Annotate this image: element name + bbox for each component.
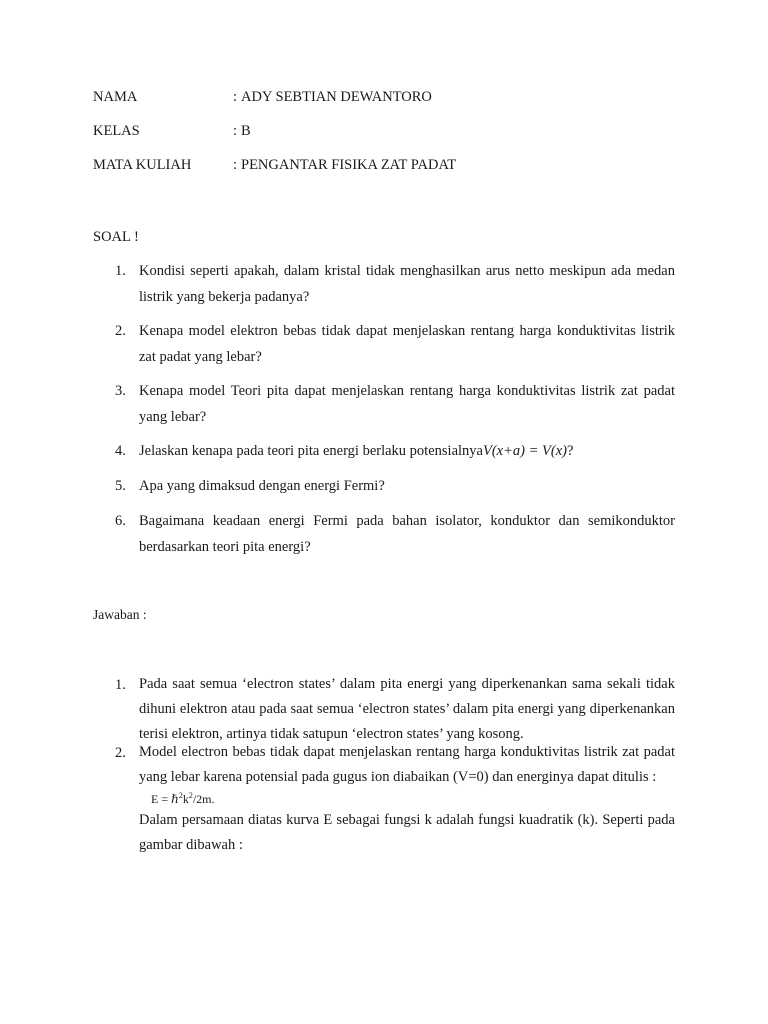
- jawaban-item-1-text: Pada saat semua ‘electron states’ dalam pita energi yang diperkenankan sama sekali tidak dihuni elektron atau pada saat semua ‘electron states’ dalam pita energi yang diperkenankan terisi elektron, artinya tidak satupun ‘electron states’ yang kosong.: [139, 676, 675, 742]
- jawaban-item-2-number: 2.: [115, 745, 126, 761]
- soal-item-1: [93, 258, 675, 310]
- soal-item-2-text: Kenapa model elektron bebas tidak dapat menjelaskan rentang harga konduktivitas listrik zat padat yang lebar?: [139, 323, 675, 365]
- nama-separator: :: [233, 89, 238, 105]
- soal-item-6-number: 6.: [115, 513, 126, 529]
- soal-item-5-number: 5.: [115, 478, 126, 494]
- matkul-label: MATA KULIAH: [93, 157, 192, 173]
- matkul-value: PENGANTAR FISIKA ZAT PADAT: [241, 157, 457, 173]
- soal-item-4-suffix: ?: [566, 443, 574, 459]
- formula-part-k: k: [182, 792, 189, 806]
- soal-item-6-text: Bagaimana keadaan energi Fermi pada bahan isolator, konduktor dan semikonduktor berdasarkan teori pita energi?: [139, 513, 675, 555]
- soal-item-2-number: 2.: [115, 323, 126, 339]
- matkul-separator: :: [233, 157, 238, 173]
- soal-item-2: [93, 318, 675, 370]
- soal-item-3-text: Kenapa model Teori pita dapat menjelaskan rentang harga konduktivitas listrik zat padat yang lebar?: [139, 383, 675, 425]
- kelas-value: B: [241, 123, 251, 139]
- soal-item-1-number: 1.: [115, 263, 126, 279]
- kelas-separator: :: [233, 123, 238, 139]
- jawaban-item-2-text: Model electron bebas tidak dapat menjelaskan rentang harga konduktivitas listrik zat padat yang lebar karena potensial pada gugus ion diabaikan (V=0) dan energinya dapat ditulis :: [139, 744, 675, 785]
- soal-item-4-text-block: [139, 438, 675, 464]
- formula-sup-1: 2: [178, 791, 183, 800]
- soal-item-1-text: Kondisi seperti apakah, dalam kristal tidak menghasilkan arus netto meskipun ada medan listrik yang bekerja padanya?: [139, 263, 675, 305]
- soal-item-4-equation: V(x+a) = V(x): [482, 443, 567, 459]
- soal-item-3-number: 3.: [115, 383, 126, 399]
- formula-part-d: /2m.: [192, 792, 215, 806]
- kelas-label: KELAS: [93, 123, 140, 139]
- soal-item-6: [93, 508, 675, 560]
- soal-item-3: [93, 378, 675, 430]
- formula-part-a: E =: [151, 792, 172, 806]
- jawaban-item-1: [93, 672, 675, 747]
- soal-item-4-text: Jelaskan kenapa pada teori pita energi berlaku potensialnya: [139, 443, 483, 459]
- jawaban-item-1-number: 1.: [115, 677, 126, 693]
- formula-hbar: ℏ: [171, 792, 179, 806]
- energy-formula: [151, 790, 675, 808]
- jawaban-heading: Jawaban :: [93, 607, 147, 622]
- nama-label: NAMA: [93, 89, 138, 105]
- soal-heading: SOAL !: [93, 229, 139, 245]
- jawaban-item-2: [93, 740, 675, 858]
- soal-item-4-number: 4.: [115, 443, 126, 459]
- soal-item-4: [93, 438, 675, 464]
- soal-item-5: [93, 473, 675, 499]
- soal-item-5-text: Apa yang dimaksud dengan energi Fermi?: [139, 478, 385, 494]
- formula-sup-2: 2: [188, 791, 193, 800]
- jawaban-item-2-continuation: Dalam persamaan diatas kurva E sebagai fungsi k adalah fungsi kuadratik (k). Seperti pada gambar dibawah :: [139, 812, 675, 853]
- nama-value: ADY SEBTIAN DEWANTORO: [241, 89, 432, 105]
